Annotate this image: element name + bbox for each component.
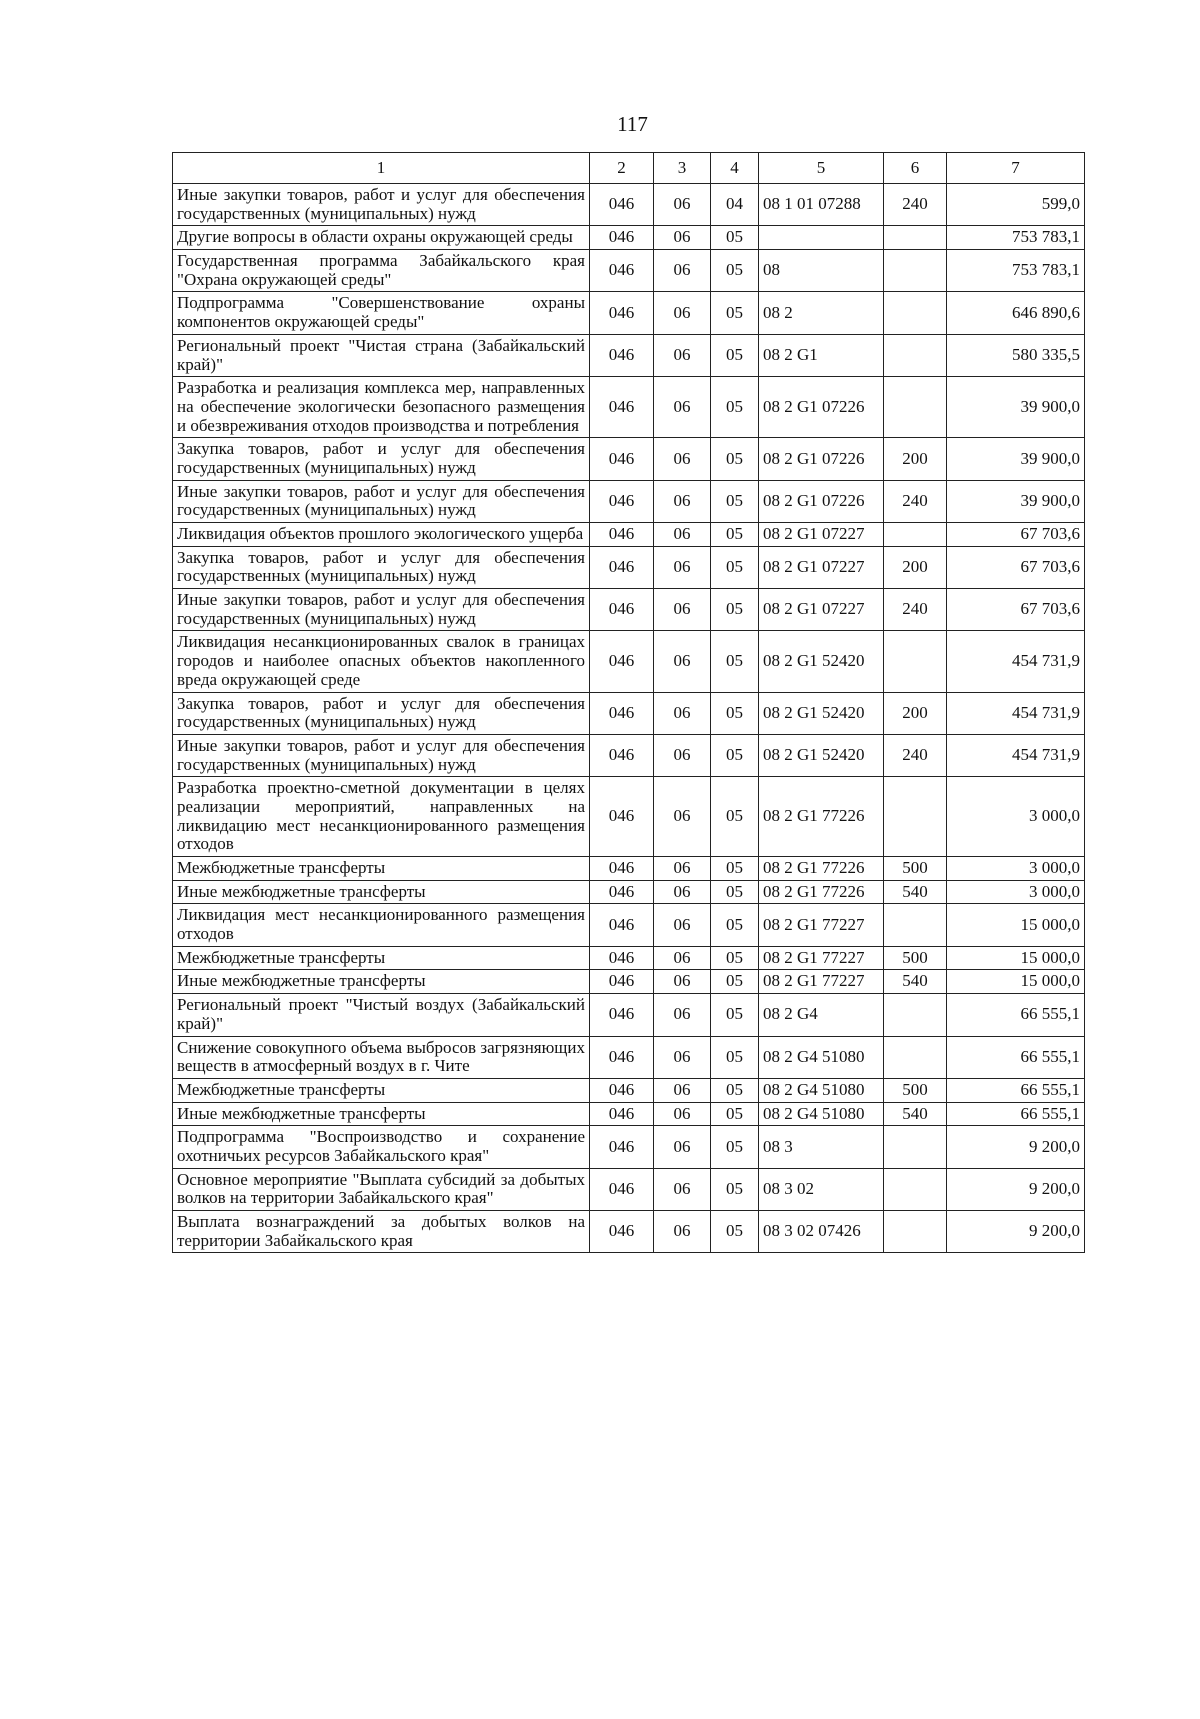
expense-type-cell: 200 [884,692,947,734]
table-row [173,904,1085,946]
expense-type-cell [884,904,947,946]
item-name-cell: Закупка товаров, работ и услуг для обеспечения государственных (муниципальных) нужд [173,546,590,588]
item-name-cell: Снижение совокупного объема выбросов загрязняющих веществ в атмосферный воздух в г. Чите [173,1036,590,1078]
item-name-cell: Другие вопросы в области охраны окружающей среды [173,226,590,250]
ministry-code-cell: 046 [590,589,654,631]
section-code-cell: 06 [654,292,711,334]
target-article-cell: 08 3 [759,1126,884,1168]
target-article-cell: 08 2 G1 07226 [759,480,884,522]
amount-cell: 454 731,9 [947,631,1085,692]
section-code-cell: 06 [654,1036,711,1078]
item-name-cell: Закупка товаров, работ и услуг для обеспечения государственных (муниципальных) нужд [173,438,590,480]
section-code-cell: 06 [654,523,711,547]
ministry-code-cell: 046 [590,480,654,522]
expense-type-cell [884,1211,947,1253]
subsection-code-cell: 05 [711,1102,759,1126]
table-row [173,438,1085,480]
table-row [173,523,1085,547]
subsection-code-cell: 05 [711,904,759,946]
table-row [173,631,1085,692]
table-row [173,377,1085,438]
amount-cell: 66 555,1 [947,1036,1085,1078]
item-name-cell: Межбюджетные трансферты [173,946,590,970]
target-article-cell: 08 2 G1 52420 [759,734,884,776]
ministry-code-cell: 046 [590,994,654,1036]
expense-type-cell: 200 [884,438,947,480]
subsection-code-cell: 05 [711,880,759,904]
section-code-cell: 06 [654,970,711,994]
expense-type-cell [884,250,947,292]
target-article-cell: 08 [759,250,884,292]
target-article-cell [759,226,884,250]
table-row [173,880,1085,904]
expense-type-cell: 540 [884,1102,947,1126]
ministry-code-cell: 046 [590,734,654,776]
amount-cell: 66 555,1 [947,1102,1085,1126]
ministry-code-cell: 046 [590,880,654,904]
budget-table [172,152,1085,1253]
ministry-code-cell: 046 [590,1078,654,1102]
target-article-cell: 08 2 G1 77227 [759,946,884,970]
item-name-cell: Ликвидация объектов прошлого экологического ущерба [173,523,590,547]
expense-type-cell [884,334,947,376]
target-article-cell: 08 3 02 [759,1168,884,1210]
target-article-cell: 08 2 G1 [759,334,884,376]
subsection-code-cell: 05 [711,631,759,692]
amount-cell: 67 703,6 [947,546,1085,588]
section-code-cell: 06 [654,946,711,970]
section-code-cell: 06 [654,994,711,1036]
section-code-cell: 06 [654,777,711,857]
amount-cell: 9 200,0 [947,1211,1085,1253]
amount-cell: 580 335,5 [947,334,1085,376]
ministry-code-cell: 046 [590,334,654,376]
expense-type-cell: 500 [884,946,947,970]
amount-cell: 39 900,0 [947,438,1085,480]
subsection-code-cell: 05 [711,1036,759,1078]
expense-type-cell [884,1168,947,1210]
ministry-code-cell: 046 [590,292,654,334]
subsection-code-cell: 05 [711,377,759,438]
section-code-cell: 06 [654,1211,711,1253]
table-row [173,334,1085,376]
item-name-cell: Выплата вознаграждений за добытых волков на территории Забайкальского края [173,1211,590,1253]
subsection-code-cell: 05 [711,1078,759,1102]
subsection-code-cell: 05 [711,970,759,994]
column-header: 1 [173,153,590,184]
subsection-code-cell: 05 [711,857,759,881]
target-article-cell: 08 2 G1 77227 [759,904,884,946]
target-article-cell: 08 2 G1 77226 [759,777,884,857]
section-code-cell: 06 [654,1126,711,1168]
table-row [173,226,1085,250]
table-row [173,734,1085,776]
item-name-cell: Межбюджетные трансферты [173,857,590,881]
amount-cell: 9 200,0 [947,1126,1085,1168]
ministry-code-cell: 046 [590,631,654,692]
column-header: 7 [947,153,1085,184]
item-name-cell: Региональный проект "Чистый воздух (Забайкальский край)" [173,994,590,1036]
table-row [173,1211,1085,1253]
section-code-cell: 06 [654,880,711,904]
subsection-code-cell: 05 [711,523,759,547]
item-name-cell: Основное мероприятие "Выплата субсидий за добытых волков на территории Забайкальского края" [173,1168,590,1210]
ministry-code-cell: 046 [590,1036,654,1078]
table-row [173,777,1085,857]
amount-cell: 39 900,0 [947,480,1085,522]
target-article-cell: 08 2 G1 07227 [759,546,884,588]
ministry-code-cell: 046 [590,377,654,438]
ministry-code-cell: 046 [590,523,654,547]
amount-cell: 66 555,1 [947,1078,1085,1102]
subsection-code-cell: 05 [711,734,759,776]
column-header: 5 [759,153,884,184]
ministry-code-cell: 046 [590,1168,654,1210]
subsection-code-cell: 05 [711,292,759,334]
table-body [173,184,1085,1253]
table-row [173,1102,1085,1126]
expense-type-cell [884,226,947,250]
subsection-code-cell: 05 [711,480,759,522]
item-name-cell: Закупка товаров, работ и услуг для обеспечения государственных (муниципальных) нужд [173,692,590,734]
ministry-code-cell: 046 [590,226,654,250]
item-name-cell: Ликвидация несанкционированных свалок в границах городов и наиболее опасных объектов накопленного вреда окружающей среде [173,631,590,692]
subsection-code-cell: 05 [711,250,759,292]
ministry-code-cell: 046 [590,1126,654,1168]
ministry-code-cell: 046 [590,184,654,226]
subsection-code-cell: 05 [711,589,759,631]
column-header: 6 [884,153,947,184]
amount-cell: 15 000,0 [947,904,1085,946]
section-code-cell: 06 [654,734,711,776]
column-header: 3 [654,153,711,184]
amount-cell: 15 000,0 [947,970,1085,994]
expense-type-cell: 540 [884,880,947,904]
table-row [173,1078,1085,1102]
item-name-cell: Иные межбюджетные трансферты [173,880,590,904]
target-article-cell: 08 2 G1 77226 [759,857,884,881]
target-article-cell: 08 2 G4 51080 [759,1078,884,1102]
target-article-cell: 08 2 G1 07226 [759,377,884,438]
item-name-cell: Подпрограмма "Воспроизводство и сохранение охотничьих ресурсов Забайкальского края" [173,1126,590,1168]
amount-cell: 3 000,0 [947,777,1085,857]
target-article-cell: 08 2 G1 07226 [759,438,884,480]
item-name-cell: Иные закупки товаров, работ и услуг для обеспечения государственных (муниципальных) нужд [173,734,590,776]
subsection-code-cell: 04 [711,184,759,226]
table-row [173,994,1085,1036]
table-row [173,480,1085,522]
item-name-cell: Ликвидация мест несанкционированного размещения отходов [173,904,590,946]
target-article-cell: 08 2 G1 77227 [759,970,884,994]
target-article-cell: 08 3 02 07426 [759,1211,884,1253]
ministry-code-cell: 046 [590,777,654,857]
section-code-cell: 06 [654,377,711,438]
section-code-cell: 06 [654,438,711,480]
target-article-cell: 08 2 G4 [759,994,884,1036]
section-code-cell: 06 [654,631,711,692]
item-name-cell: Межбюджетные трансферты [173,1078,590,1102]
section-code-cell: 06 [654,1078,711,1102]
target-article-cell: 08 2 G1 52420 [759,631,884,692]
table-row [173,1036,1085,1078]
ministry-code-cell: 046 [590,1211,654,1253]
ministry-code-cell: 046 [590,904,654,946]
column-header: 2 [590,153,654,184]
section-code-cell: 06 [654,692,711,734]
table-row [173,692,1085,734]
table-row [173,250,1085,292]
section-code-cell: 06 [654,1168,711,1210]
amount-cell: 753 783,1 [947,250,1085,292]
item-name-cell: Государственная программа Забайкальского края "Охрана окружающей среды" [173,250,590,292]
expense-type-cell: 500 [884,1078,947,1102]
expense-type-cell: 240 [884,184,947,226]
subsection-code-cell: 05 [711,1168,759,1210]
section-code-cell: 06 [654,250,711,292]
section-code-cell: 06 [654,184,711,226]
target-article-cell: 08 2 G4 51080 [759,1102,884,1126]
subsection-code-cell: 05 [711,1211,759,1253]
amount-cell: 39 900,0 [947,377,1085,438]
expense-type-cell [884,1126,947,1168]
expense-type-cell: 240 [884,734,947,776]
expense-type-cell [884,523,947,547]
expense-type-cell [884,377,947,438]
section-code-cell: 06 [654,589,711,631]
amount-cell: 67 703,6 [947,589,1085,631]
amount-cell: 454 731,9 [947,692,1085,734]
amount-cell: 9 200,0 [947,1168,1085,1210]
item-name-cell: Иные закупки товаров, работ и услуг для обеспечения государственных (муниципальных) нужд [173,589,590,631]
item-name-cell: Иные межбюджетные трансферты [173,970,590,994]
ministry-code-cell: 046 [590,970,654,994]
table-row [173,1168,1085,1210]
table-row [173,970,1085,994]
target-article-cell: 08 2 G1 07227 [759,523,884,547]
amount-cell: 599,0 [947,184,1085,226]
table-row [173,546,1085,588]
amount-cell: 15 000,0 [947,946,1085,970]
subsection-code-cell: 05 [711,546,759,588]
ministry-code-cell: 046 [590,546,654,588]
table-row [173,857,1085,881]
subsection-code-cell: 05 [711,1126,759,1168]
expense-type-cell [884,994,947,1036]
column-header: 4 [711,153,759,184]
amount-cell: 454 731,9 [947,734,1085,776]
expense-type-cell [884,631,947,692]
section-code-cell: 06 [654,1102,711,1126]
expense-type-cell: 500 [884,857,947,881]
expense-type-cell [884,777,947,857]
subsection-code-cell: 05 [711,334,759,376]
section-code-cell: 06 [654,334,711,376]
item-name-cell: Иные закупки товаров, работ и услуг для обеспечения государственных (муниципальных) нужд [173,184,590,226]
section-code-cell: 06 [654,904,711,946]
target-article-cell: 08 2 G4 51080 [759,1036,884,1078]
ministry-code-cell: 046 [590,250,654,292]
section-code-cell: 06 [654,480,711,522]
amount-cell: 3 000,0 [947,880,1085,904]
item-name-cell: Разработка и реализация комплекса мер, направленных на обеспечение экологически безопасного размещения и обезвреживания отходов производства и потребления [173,377,590,438]
subsection-code-cell: 05 [711,226,759,250]
amount-cell: 646 890,6 [947,292,1085,334]
ministry-code-cell: 046 [590,438,654,480]
expense-type-cell: 540 [884,970,947,994]
amount-cell: 753 783,1 [947,226,1085,250]
table-row [173,589,1085,631]
target-article-cell: 08 2 G1 07227 [759,589,884,631]
target-article-cell: 08 2 [759,292,884,334]
table-row [173,292,1085,334]
subsection-code-cell: 05 [711,692,759,734]
table-row [173,184,1085,226]
subsection-code-cell: 05 [711,438,759,480]
amount-cell: 3 000,0 [947,857,1085,881]
expense-type-cell: 200 [884,546,947,588]
item-name-cell: Разработка проектно-сметной документации в целях реализации мероприятий, направленных на ликвидацию мест несанкционированного размещения отходов [173,777,590,857]
ministry-code-cell: 046 [590,692,654,734]
subsection-code-cell: 05 [711,946,759,970]
item-name-cell: Иные закупки товаров, работ и услуг для обеспечения государственных (муниципальных) нужд [173,480,590,522]
item-name-cell: Подпрограмма "Совершенствование охраны компонентов окружающей среды" [173,292,590,334]
section-code-cell: 06 [654,226,711,250]
item-name-cell: Региональный проект "Чистая страна (Забайкальский край)" [173,334,590,376]
ministry-code-cell: 046 [590,1102,654,1126]
expense-type-cell [884,1036,947,1078]
section-code-cell: 06 [654,857,711,881]
table-row [173,1126,1085,1168]
expense-type-cell [884,292,947,334]
target-article-cell: 08 2 G1 77226 [759,880,884,904]
subsection-code-cell: 05 [711,994,759,1036]
target-article-cell: 08 1 01 07288 [759,184,884,226]
expense-type-cell: 240 [884,480,947,522]
amount-cell: 67 703,6 [947,523,1085,547]
ministry-code-cell: 046 [590,857,654,881]
table-header-row [173,153,1085,184]
section-code-cell: 06 [654,546,711,588]
item-name-cell: Иные межбюджетные трансферты [173,1102,590,1126]
amount-cell: 66 555,1 [947,994,1085,1036]
ministry-code-cell: 046 [590,946,654,970]
subsection-code-cell: 05 [711,777,759,857]
table-row [173,946,1085,970]
expense-type-cell: 240 [884,589,947,631]
page-number: 117 [617,112,648,136]
target-article-cell: 08 2 G1 52420 [759,692,884,734]
